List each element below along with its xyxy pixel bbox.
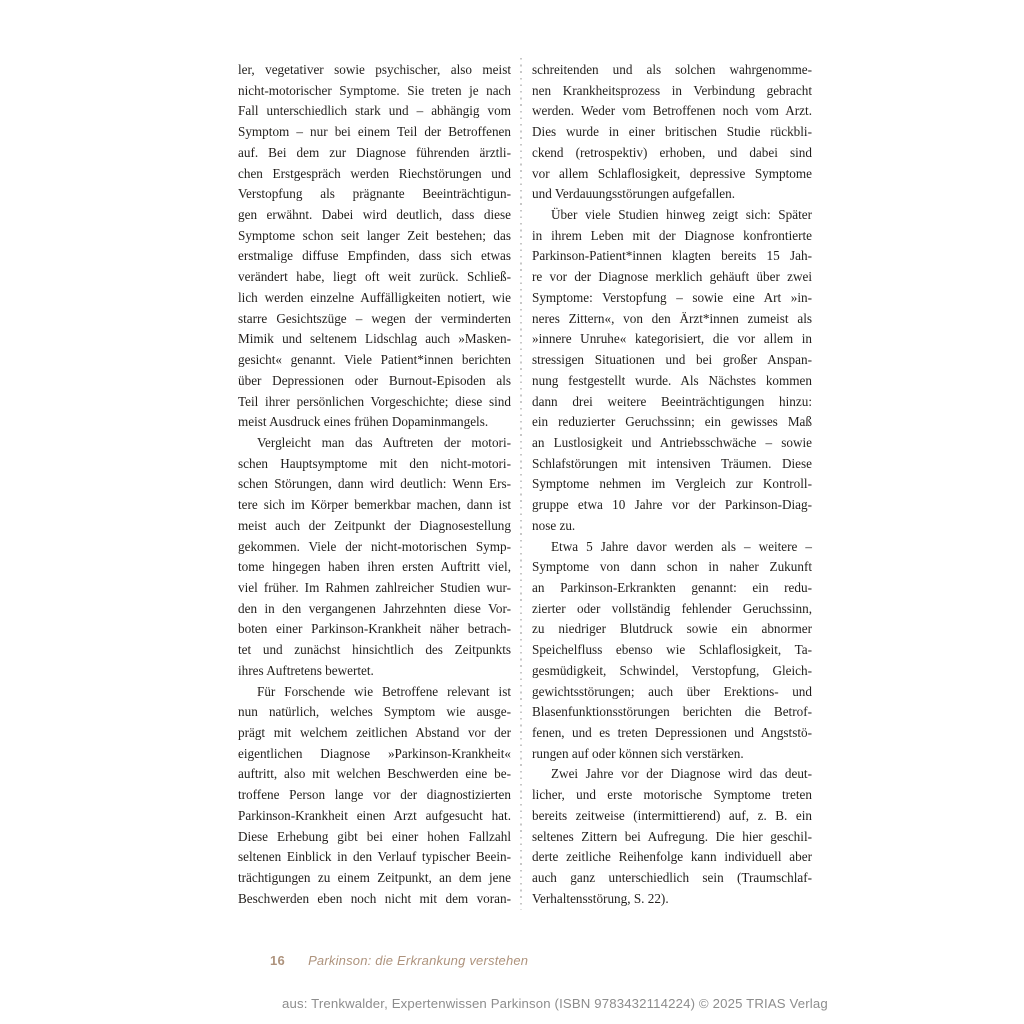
text-line: schreitenden und als solchen wahrgenomme- [532,62,812,77]
text-line: derte zeitliche Reihenfolge kann individuell aber [532,849,812,865]
text-line: prägt mit welchem zeitlichen Abstand vor der [238,725,511,740]
text-line: meist Ausdruck eines frühen Dopaminmangels. [238,414,489,430]
text-line: Verstopfung als prägnante Beeinträchtigun- [238,186,511,202]
text-line: Zwei Jahre vor der Diagnose wird das deut- [551,766,812,782]
text-line: gewichtsstörungen; auch über Erektions- und [532,683,812,699]
text-line: Schlafstörungen mit intensiven Träumen. Diese [532,455,812,471]
text-line: Verhaltensstörung, S. 22). [532,890,669,906]
page-footer [270,953,528,969]
text-line: schen Störungen, dann wird deutlich: Wenn Ers- [238,476,511,492]
text-line: ler, vegetativer sowie psychischer, also meist [238,62,511,77]
text-line: chen Erstgespräch werden Riechstörungen und [238,165,511,181]
text-line: auch ganz unterschiedlich sein (Traumschlaf- [532,870,812,886]
text-line: tome hingegen haben ihren ersten Auftritt viel, [238,559,511,575]
text-line: starre Gesichtszüge – wegen der verminderten [238,310,511,326]
text-line: dann drei weitere Beeinträchtigungen hinzu: [532,393,812,409]
text-line: gesicht« genannt. Viele Patient*innen berichten [238,352,511,368]
text-line: Symptome von dann schon in naher Zukunft [532,559,812,575]
text-line: Parkinson-Krankheit einen Arzt aufgesucht hat. [238,807,511,823]
credit-line: aus: Trenkwalder, Expertenwissen Parkinson (ISBN 9783432114224) © 2025 TRIAS Verlag [282,996,828,1011]
text-line: ihres Auftretens bewertet. [238,662,374,678]
text-line: verändert habe, liegt oft weit zurück. Schließ- [238,269,511,285]
text-line: auf. Bei dem zur Diagnose führenden ärztli- [238,144,511,160]
text-line: den in den vergangenen Jahrzehnten diese Vor- [238,600,511,616]
text-line: an Lustlosigkeit und Antriebsschwäche – sowie [532,434,812,450]
text-line: rungen auf oder können sich verstärken. [532,745,744,761]
text-line: troffene Person lange vor der diagnostizierten [238,787,511,803]
text-line: seltenes Zittern bei Aufregung. Die hier geschil- [532,828,812,844]
text-line: zu niedriger Blutdruck sowie ein abnormer [532,621,812,637]
text-line: gesmüdigkeit, Schwindel, Verstopfung, Gleich- [532,662,812,678]
text-line: Vergleicht man das Auftreten der motori- [257,434,511,450]
text-line: Symptome: Verstopfung – sowie eine Art »in- [532,289,812,305]
text-column-left [238,60,511,909]
text-line: erstmalige diffuse Empfinden, dass sich etwas [238,248,511,264]
page-number: 16 [270,953,286,968]
text-line: auftritt, also mit welchen Beschwerden eine be- [238,766,511,782]
text-line: trächtigungen zu einem Zeitpunkt, an dem jene [238,870,511,886]
text-line: Fall unterschiedlich stark und – abhängig vom [238,103,511,119]
text-line: über Depressionen oder Burnout-Episoden als [238,372,511,388]
text-line: Über viele Studien hinweg zeigt sich: Später [551,207,812,223]
text-line: eigentlichen Diagnose »Parkinson-Krankheit« [238,745,511,761]
text-line: Parkinson-Patient*innen klagten bereits 15 Jah- [532,248,812,264]
text-line: tet und zunächst hinsichtlich des Zeitpunkts [238,642,511,658]
text-line: neres Zittern«, von den Ärzt*innen zumeist als [532,310,812,326]
text-line: werden. Weder vom Betroffenen noch vom Arzt. [532,103,812,119]
text-line: Dies wurde in einer britischen Studie rückbli- [532,124,812,140]
text-line: Etwa 5 Jahre davor werden als – weitere – [551,538,812,554]
text-line: schen Hauptsymptome mit den nicht-motori- [238,455,511,471]
text-line: meist auch der Zeitpunkt der Diagnosestellung [238,517,511,533]
text-line: nose zu. [532,517,576,533]
text-line: gen erwähnt. Dabei wird deutlich, dass diese [238,207,511,223]
text-line: Blasenfunktionsstörungen berichten die Betrof- [532,704,812,720]
text-line: Speichelfluss ebenso wie Schlaflosigkeit, Ta- [532,642,812,658]
text-line: licher, und erste motorische Symptome treten [532,787,812,803]
text-line: Mimik und seltenem Lidschlag auch »Masken- [238,331,511,347]
text-line: Teil ihrer persönlichen Vorgeschichte; diese sind [238,393,511,409]
text-line: nicht-motorischer Symptome. Sie treten je nach [238,82,511,98]
text-line: und Verdauungsstörungen aufgefallen. [532,186,736,202]
text-line: Symptome nehmen im Vergleich zur Kontroll- [532,476,812,492]
text-line: Symptom – nur bei einem Teil der Betroffenen [238,124,511,140]
text-line: vor allem Schlaflosigkeit, depressive Symptome [532,165,812,181]
text-line: Diese Erhebung gibt bei einer hohen Fallzahl [238,828,511,844]
text-line: Für Forschende wie Betroffene relevant ist [257,683,511,699]
text-line: zierter oder vollständig fehlender Geruchssinn, [532,600,812,616]
text-line: bereits zeitweise (intermittierend) auf, z. B. ein [532,807,812,823]
text-line: an Parkinson-Erkrankten genannt: ein redu- [532,579,812,595]
text-line: seltenen Einblick in den Verlauf typischer Beein- [238,849,511,865]
text-line: ein reduzierter Geruchssinn; ein gewisses Maß [532,414,812,430]
text-line: tere sich im Körper bemerkbar machen, dann ist [238,497,511,513]
text-line: Beschwerden eben noch nicht mit dem voran- [238,890,511,906]
text-line: in ihrem Leben mit der Diagnose konfrontierte [532,227,812,243]
text-line: ckend (retrospektiv) erhoben, und dabei sind [532,144,812,160]
text-column-right [532,60,812,909]
text-line: boten einer Parkinson-Krankheit näher betrach- [238,621,511,637]
column-divider-dotted-line [520,58,522,910]
text-line: lich werden einzelne Auffälligkeiten notiert, wie [238,289,511,305]
text-line: fenen, und es treten Depressionen und Angststö- [532,725,812,740]
text-line: re vor der Diagnose merklich gehäuft über zwei [532,269,812,285]
text-line: stressigen Situationen und bei großer Anspan- [532,352,812,368]
text-line: Symptome schon seit langer Zeit bestehen; das [238,227,511,243]
text-line: nung festgestellt wurde. Als Nächstes kommen [532,372,812,388]
running-title: Parkinson: die Erkrankung verstehen [308,953,529,968]
text-line: gruppe etwa 10 Jahre vor der Parkinson-Diag- [532,497,812,513]
text-line: viel früher. Im Rahmen zahlreicher Studien wur- [238,579,511,595]
text-line: »innere Unruhe« kategorisiert, die vor allem in [532,331,812,347]
text-line: gekommen. Viele der nicht-motorischen Symp- [238,538,511,554]
text-line: nun natürlich, welches Symptom wie ausge- [238,704,511,720]
text-line: nen Krankheitsprozess in Verbindung gebracht [532,82,812,98]
